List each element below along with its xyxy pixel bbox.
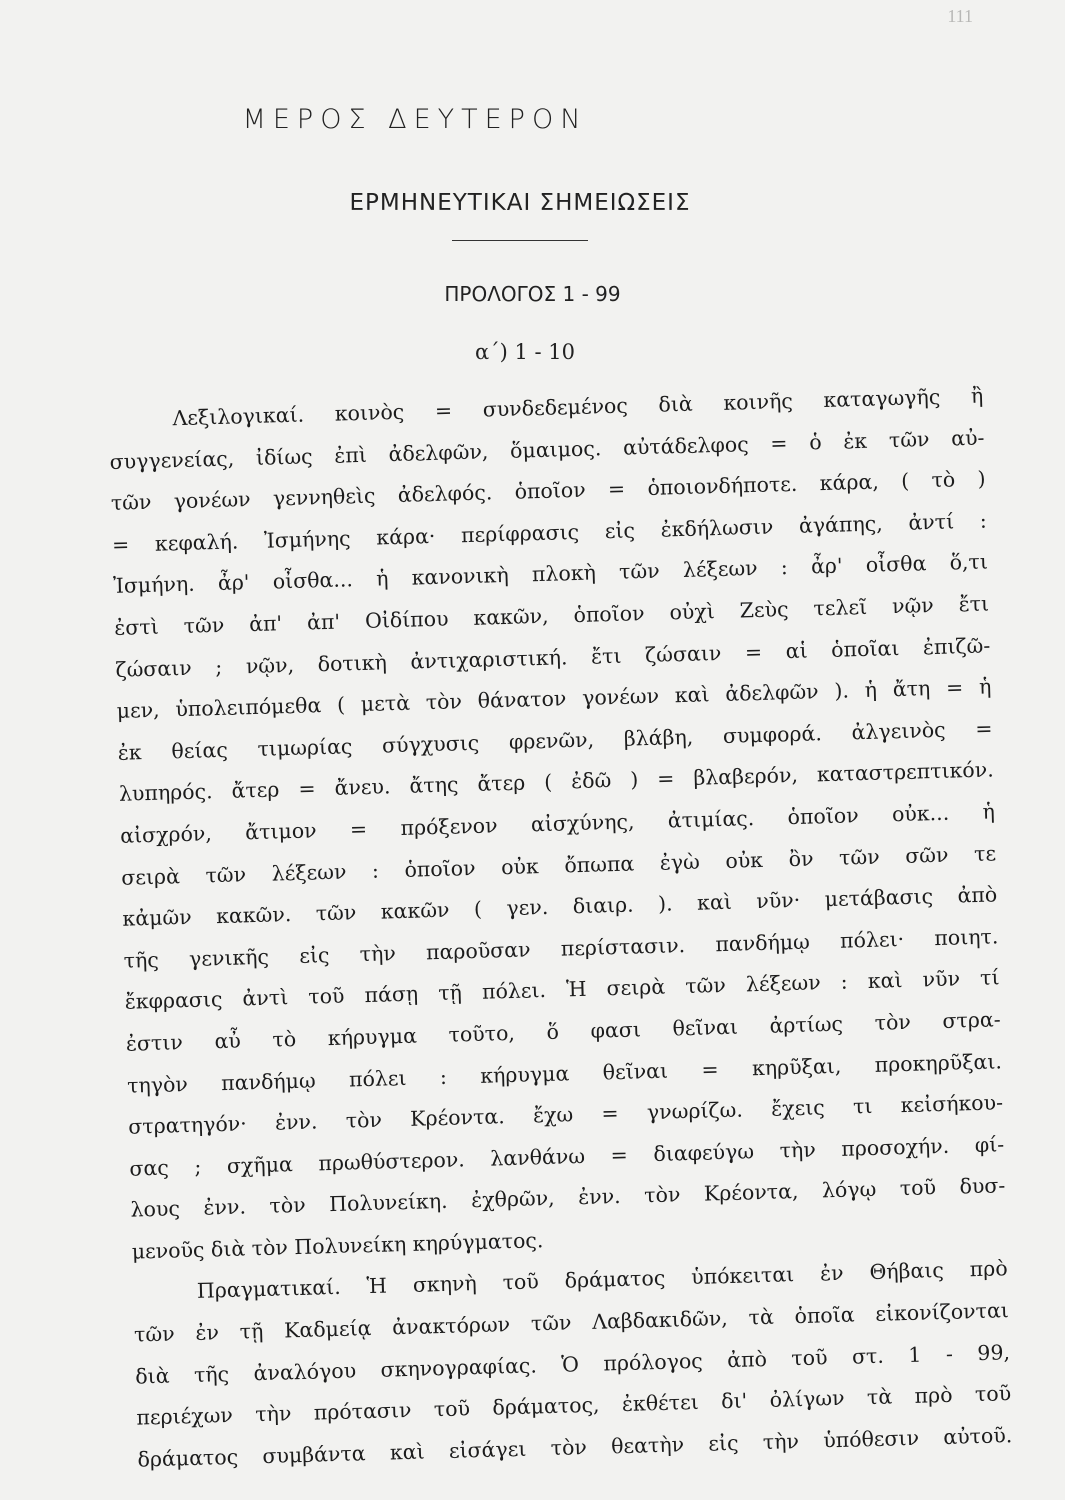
text-line: Λεξιλογικαί. κοινὸς = συνδεδεμένος διὰ κοινῆς καταγωγῆς ἢ xyxy=(172,383,984,431)
commentary-text xyxy=(108,376,1013,1481)
text-line: τῆς γενικῆς εἰς τὴν παροῦσαν περίστασιν. πανδήμῳ πόλει· ποιητ. xyxy=(123,924,999,973)
text-line: διὰ τῆς ἀναλόγου σκηνογραφίας. Ὁ πρόλογος ἀπὸ τοῦ στ. 1 - 99, xyxy=(134,1339,1011,1389)
text-line: τῶν ἐν τῇ Καδμείᾳ ἀνακτόρων τῶν Λαβδακιδῶν, τὰ ὁποῖα εἰκονίζονται xyxy=(133,1298,1010,1347)
text-line: Ἰσμήνη. ἆρ' οἶσθα... ἡ κανονικὴ πλοκὴ τῶν λέξεων : ἆρ' οἶσθα ὅ,τι xyxy=(112,549,989,599)
text-line: ἐστὶ τῶν ἀπ' ἀπ' Οἰδίπου κακῶν, ὁποῖον οὐχὶ Ζεὺς τελεῖ νῷν ἔτι xyxy=(114,591,990,640)
prologue-heading: ΠΡΟΛΟΓΟΣ 1 - 99 xyxy=(444,282,621,306)
text-line: μενοῦς διὰ τὸν Πολυνείκη κηρύγματος. xyxy=(131,1228,544,1264)
text-line: ἐστιν αὖ τὸ κήρυγμα τοῦτο, ὅ φασι θεῖναι ἀρτίως τὸν στρα- xyxy=(125,1007,1001,1056)
sub-heading: α΄) 1 - 10 xyxy=(474,340,576,364)
text-line: σας ; σχῆμα πρωθύστερον. λανθάνω = διαφεύγω τὴν προσοχήν. φί- xyxy=(129,1131,1005,1181)
text-line: τῶν γονέων γεννηθεὶς ἀδελφός. ὁποῖον = ὁποιονδήποτε. κάρα, ( τὸ ) xyxy=(110,466,986,516)
text-line: συγγενείας, ἰδίως ἐπὶ ἀδελφῶν, ὅμαιμος. αὐτάδελφος = ὁ ἐκ τῶν αὐ- xyxy=(109,425,985,474)
text-line: περιέχων τὴν πρότασιν τοῦ δράματος, ἐκθέτει δι' ὀλίγων τὰ πρὸ τοῦ xyxy=(136,1381,1012,1430)
title-underline xyxy=(452,240,588,241)
text-line: λους ἐνν. τὸν Πολυνείκη. ἐχθρῶν, ἐνν. τὸν Κρέοντα, λόγῳ τοῦ δυσ- xyxy=(130,1173,1006,1222)
text-line: τηγὸν πανδήμῳ πόλει : κήρυγμα θεῖναι = κηρῦξαι, προκηρῦξαι. xyxy=(126,1048,1003,1098)
text-line: σειρὰ τῶν λέξεων : ὁποῖον οὐκ ὄπωπα ἐγὼ οὐκ ὂν τῶν σῶν τε xyxy=(120,840,997,890)
page-number: 111 xyxy=(947,6,973,26)
text-line: αἰσχρόν, ἄτιμον = πρόξενον αἰσχύνης, ἀτιμίας. ὁποῖον οὐκ... ἡ xyxy=(119,799,996,848)
text-line: λυπηρός. ἄτερ = ἄνευ. ἄτης ἄτερ ( ἐδῶ ) = βλαβερόν, καταστρεπτικόν. xyxy=(118,757,995,807)
text-line: ἔκφρασις ἀντὶ τοῦ πάσῃ τῇ πόλει. Ἡ σειρὰ τῶν λέξεων : καὶ νῦν τί xyxy=(124,965,1000,1015)
text-line: κἀμῶν κακῶν. τῶν κακῶν ( γεν. διαιρ. ). καὶ νῦν· μετάβασις ἀπὸ xyxy=(122,882,998,931)
text-line: Πραγματικαί. Ἡ σκηνὴ τοῦ δράματος ὑπόκειται ἐν Θήβαις πρὸ xyxy=(196,1256,1008,1304)
text-line: δράματος συμβάντα καὶ εἰσάγει τὸν θεατὴν εἰς τὴν ὑπόθεσιν αὐτοῦ. xyxy=(137,1423,1013,1472)
text-line: ζώσαιν ; νῷν, δοτικὴ ἀντιχαριστική. ἔτι ζώσαιν = αἱ ὁποῖαι ἐπιζῶ- xyxy=(115,633,991,682)
text-line: ἐκ θείας τιμωρίας σύγχυσις φρενῶν, βλάβη, συμφορά. ἀλγεινὸς = xyxy=(117,716,993,765)
text-line: στρατηγόν· ἐνν. τὸν Κρέοντα. ἔχω = γνωρίζω. ἔχεις τι κεἰσήκου- xyxy=(127,1090,1004,1139)
part-title: ΜΕΡΟΣ ΔΕΥΤΕΡΟΝ xyxy=(242,104,588,135)
text-line: = κεφαλή. Ἰσμήνης κάρα· περίφρασις εἰς ἐκδήλωσιν ἀγάπης, ἀντί : xyxy=(111,508,988,557)
text-line: μεν, ὑπολειπόμεθα ( μετὰ τὸν θάνατον γονέων καὶ ἀδελφῶν ). ἡ ἄτη = ἡ xyxy=(116,674,992,724)
section-title: ΕΡΜΗΝΕΥΤΙΚΑΙ ΣΗΜΕΙΩΣΕΙΣ xyxy=(349,190,691,216)
